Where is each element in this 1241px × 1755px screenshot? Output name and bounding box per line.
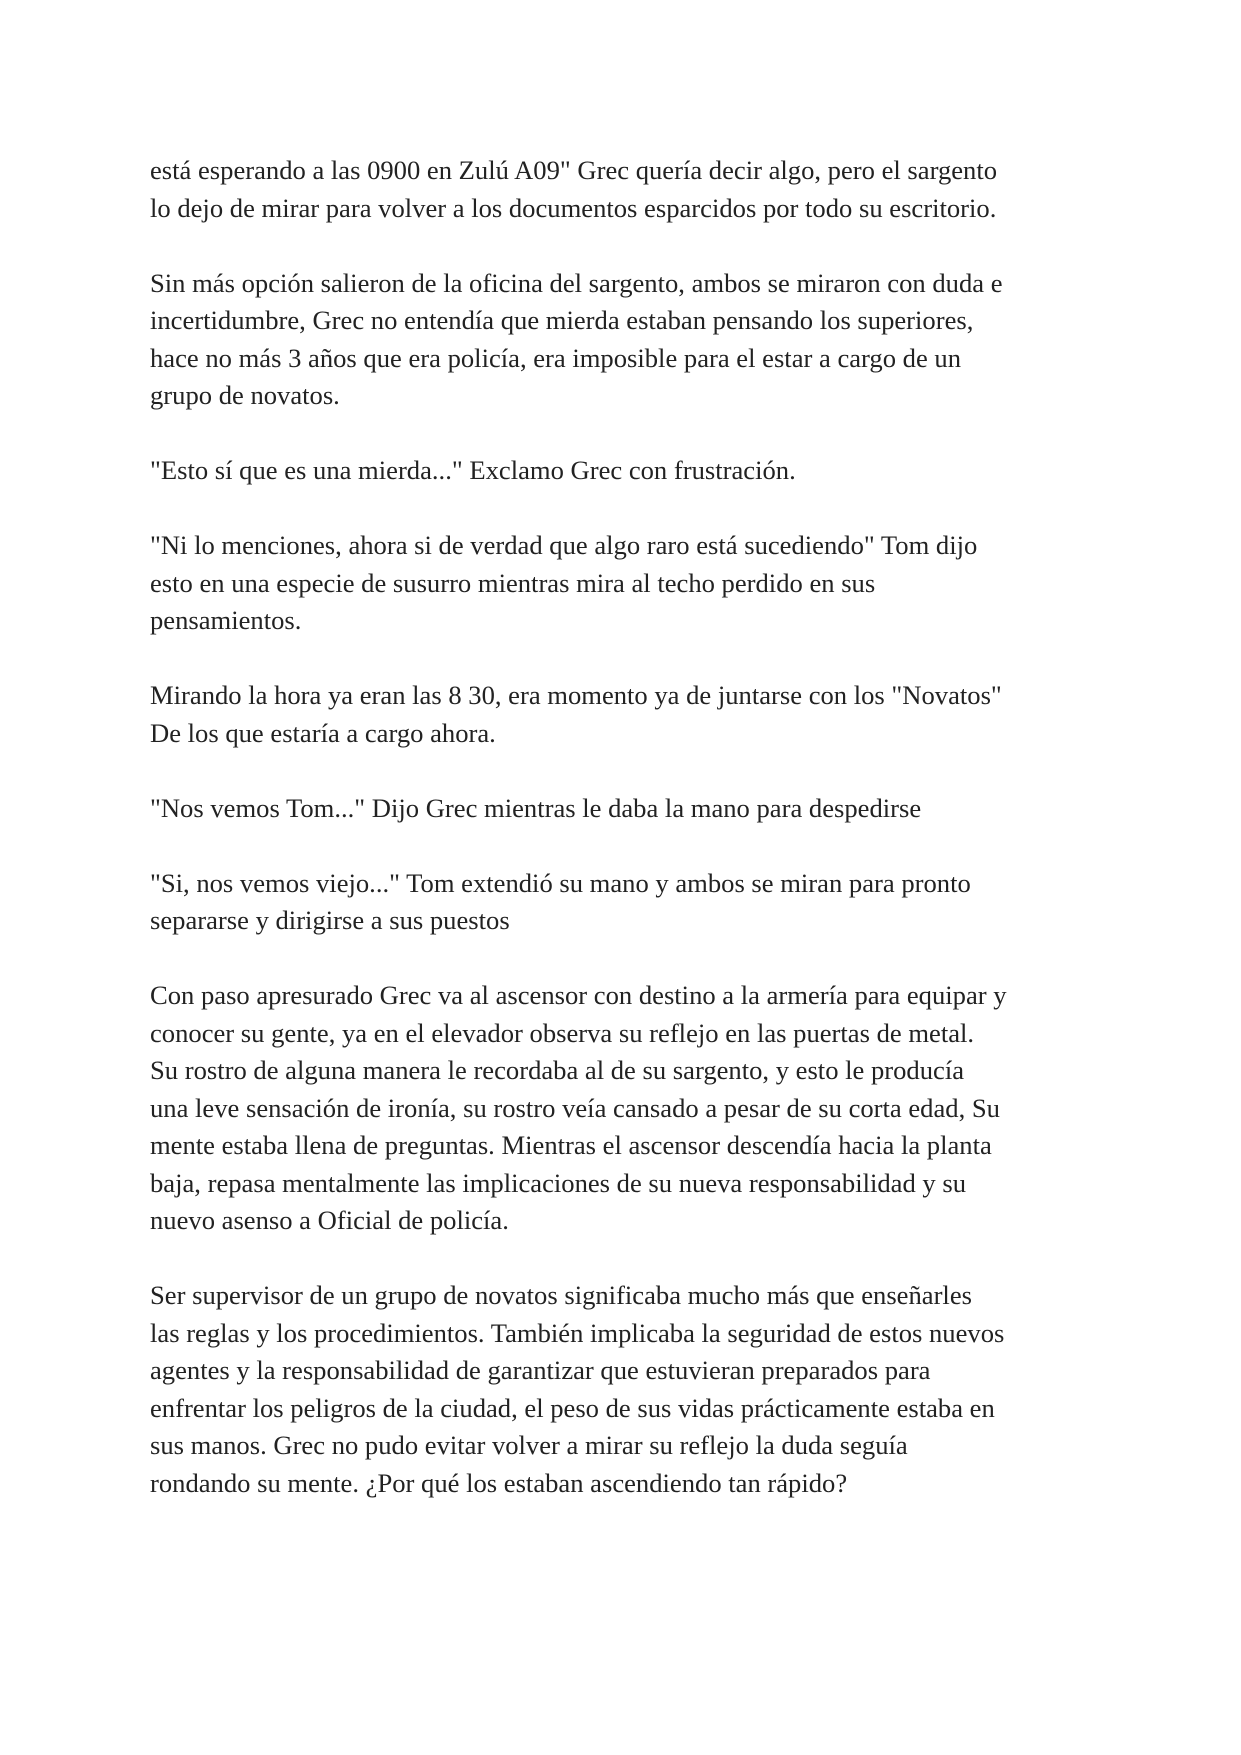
paragraph: Mirando la hora ya eran las 8 30, era momento ya de juntarse con los "Novatos" De los que estaría a cargo ahora. [150, 680, 1002, 748]
paragraph: "Nos vemos Tom..." Dijo Grec mientras le daba la mano para despedirse [150, 792, 922, 823]
paragraph: "Ni lo menciones, ahora si de verdad que algo raro está sucediendo" Tom dijo esto en una especie de susurro mientras mira al techo perdido en sus pensamientos. [150, 530, 978, 635]
paragraph: "Esto sí que es una mierda..." Exclamo Grec con frustración. [150, 455, 796, 485]
paragraph: "Si, nos vemos viejo..." Tom extendió su mano y ambos se miran para pronto separarse y dirigirse a sus puestos [150, 867, 971, 935]
paragraph: Ser supervisor de un grupo de novatos significaba mucho más que enseñarles las reglas y los procedimientos. También implicaba la seguridad de estos nuevos agentes y la responsabilidad de garantizar que estuvieran preparados para enfrentar los peligros de la ciudad, el peso de sus vidas prácticamente estaba en sus manos. Grec no pudo evitar volver a mirar su reflejo la duda seguía rondando su mente. ¿Por qué los estaban ascendiendo tan rápido? [150, 1280, 1005, 1498]
paragraph: Con paso apresurado Grec va al ascensor con destino a la armería para equipar y conocer su gente, ya en el elevador observa su reflejo en las puertas de metal. Su rostro de alguna manera le recordaba al de su sargento, y esto le producía una leve sensación de ironía, su rostro veía cansado a pesar de su corta edad, Su mente estaba llena de preguntas. Mientras el ascensor descendía hacia la planta baja, repasa mentalmente las implicaciones de su nueva responsabilidad y su nuevo asenso a Oficial de policía. [150, 980, 1007, 1235]
paragraph: Sin más opción salieron de la oficina del sargento, ambos se miraron con duda e incertidumbre, Grec no entendía que mierda estaban pensando los superiores, hace no más 3 años que era policía, era imposible para el estar a cargo de un grupo de novatos. [150, 267, 1003, 410]
paragraph: está esperando a las 0900 en Zulú A09" Grec quería decir algo, pero el sargento lo dejo de mirar para volver a los documentos esparcidos por todo su escritorio. [150, 155, 998, 223]
body-text [150, 152, 1110, 1502]
